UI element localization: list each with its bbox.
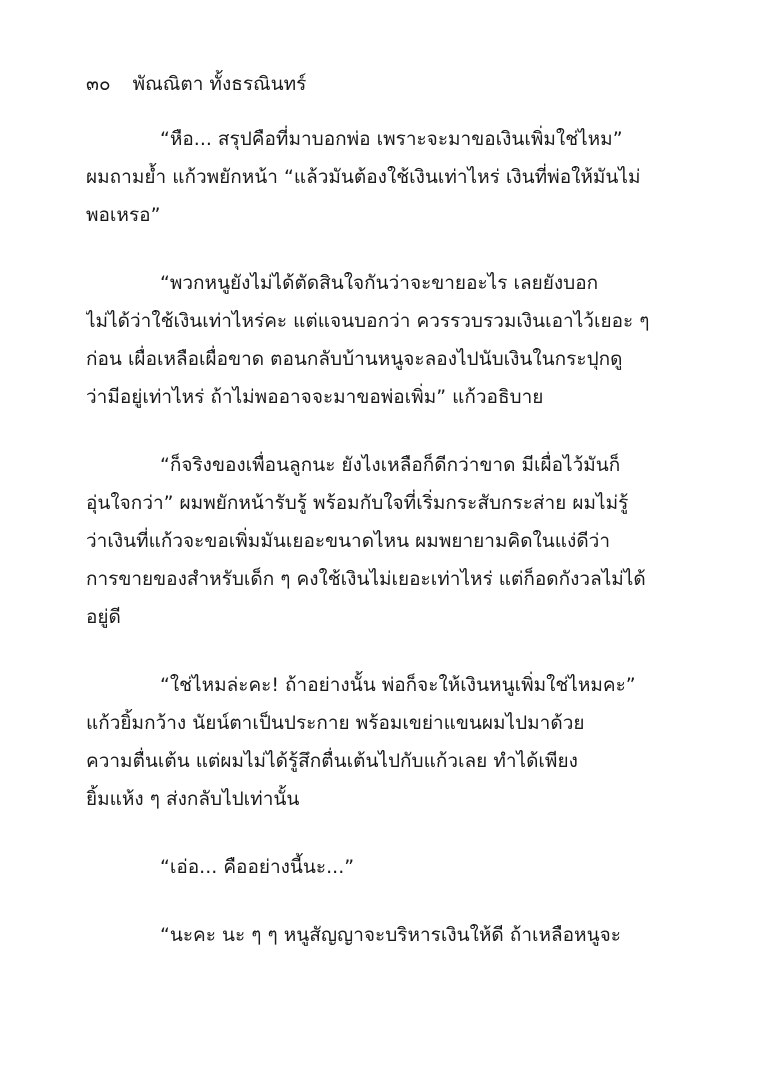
text-line: “พวกหนูยังไม่ได้ตัดสินใจกันว่าจะขายอะไร เลยยังบอก: [160, 272, 599, 294]
text-line: อุ่นใจกว่า” ผมพยักหน้ารับรู้ พร้อมกับใจที่เริ่มกระสับกระส่าย ผมไม่รู้: [86, 492, 629, 514]
text-line: ว่ามีอยู่เท่าไหร่ ถ้าไม่พออาจจะมาขอพ่อเพิ่ม” แก้วอธิบาย: [86, 386, 544, 408]
text-line: “ก็จริงของเพื่อนลูกนะ ยังไงเหลือก็ดีกว่าขาด มีเผื่อไว้มันก็: [160, 454, 621, 476]
text-line: อยู่ดี: [86, 606, 121, 628]
text-line: “หือ... สรุปคือที่มาบอกพ่อ เพราะจะมาขอเงินเพิ่มใช่ไหม”: [160, 128, 623, 150]
author-name: พัณณิตา ทั้งธรณินทร์: [132, 73, 307, 95]
page-number: ๓๐: [86, 73, 111, 95]
text-line: “เอ่อ... คืออย่างนี้นะ...”: [160, 856, 355, 878]
body-text: [86, 124, 692, 958]
text-line: การขายของสำหรับเด็ก ๆ คงใช้เงินไม่เยอะเท่าไหร่ แต่ก็อดกังวลไม่ได้: [86, 568, 646, 590]
text-line: แก้วยิ้มกว้าง นัยน์ตาเป็นประกาย พร้อมเขย่าแขนผมไปมาด้วย: [86, 712, 585, 734]
text-line: ก่อน เผื่อเหลือเผื่อขาด ตอนกลับบ้านหนูจะลองไปนับเงินในกระปุกดู: [86, 348, 623, 370]
text-line: พอเหรอ”: [86, 204, 161, 226]
text-line: “นะคะ นะ ๆ ๆ หนูสัญญาจะบริหารเงินให้ดี ถ้าเหลือหนูจะ: [160, 924, 621, 946]
text-line: ความตื่นเต้น แต่ผมไม่ได้รู้สึกตื่นเต้นไปกับแก้วเลย ทำได้เพียง: [86, 750, 578, 772]
paragraph: [86, 450, 692, 640]
text-line: ไม่ได้ว่าใช้เงินเท่าไหร่คะ แต่แจนบอกว่า ควรรวบรวมเงินเอาไว้เยอะ ๆ: [86, 310, 650, 332]
running-header: [86, 70, 306, 98]
paragraph: [86, 852, 692, 890]
paragraph: [86, 124, 692, 238]
paragraph: [86, 268, 692, 420]
text-line: ผมถามย้ำ แก้วพยักหน้า “แล้วมันต้องใช้เงินเท่าไหร่ เงินที่พ่อให้มันไม่: [86, 166, 641, 188]
text-line: ยิ้มแห้ง ๆ ส่งกลับไปเท่านั้น: [86, 788, 300, 810]
text-line: “ใช่ไหมล่ะคะ! ถ้าอย่างนั้น พ่อก็จะให้เงินหนูเพิ่มใช่ไหมคะ”: [160, 674, 636, 696]
paragraph: [86, 670, 692, 822]
text-line: ว่าเงินที่แก้วจะขอเพิ่มมันเยอะขนาดไหน ผมพยายามคิดในแง่ดีว่า: [86, 530, 610, 552]
paragraph: [86, 920, 692, 958]
